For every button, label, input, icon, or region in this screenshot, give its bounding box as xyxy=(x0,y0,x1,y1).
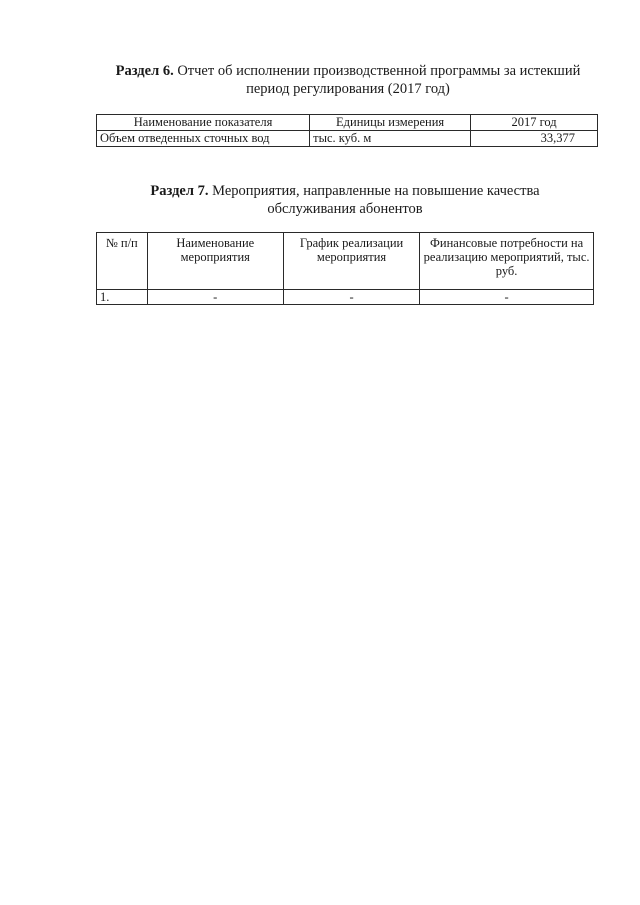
cell-indicator-name: Объем отведенных сточных вод xyxy=(97,131,310,147)
cell-schedule: - xyxy=(283,290,419,305)
header-indicator-name: Наименование показателя xyxy=(97,115,310,131)
cell-number: 1. xyxy=(97,290,148,305)
header-year: 2017 год xyxy=(471,115,598,131)
header-measure-name: Наименование мероприятия xyxy=(147,233,283,290)
section-6-title: Отчет об исполнении производственной программы за истекший период регулирования (2017 год) xyxy=(177,63,581,97)
section-7-prefix: Раздел 7. xyxy=(150,183,209,199)
cell-value: 33,377 xyxy=(471,131,598,147)
section-6-prefix: Раздел 6. xyxy=(115,63,174,79)
cell-unit: тыс. куб. м xyxy=(310,131,471,147)
table-header-row xyxy=(97,115,598,131)
section-7-heading xyxy=(110,182,580,218)
cell-measure-name: - xyxy=(147,290,283,305)
measures-table xyxy=(96,232,594,305)
header-unit: Единицы измерения xyxy=(310,115,471,131)
table-row xyxy=(97,290,594,305)
production-program-table xyxy=(96,114,598,147)
table-row xyxy=(97,131,598,147)
section-7-title: Мероприятия, направленные на повышение качества обслуживания абонентов xyxy=(212,183,540,217)
cell-financial-needs: - xyxy=(420,290,594,305)
header-financial-needs: Финансовые потребности на реализацию мероприятий, тыс. руб. xyxy=(420,233,594,290)
header-number: № п/п xyxy=(97,233,148,290)
header-schedule: График реализации мероприятия xyxy=(283,233,419,290)
section-6-heading xyxy=(96,62,600,98)
table-header-row xyxy=(97,233,594,290)
